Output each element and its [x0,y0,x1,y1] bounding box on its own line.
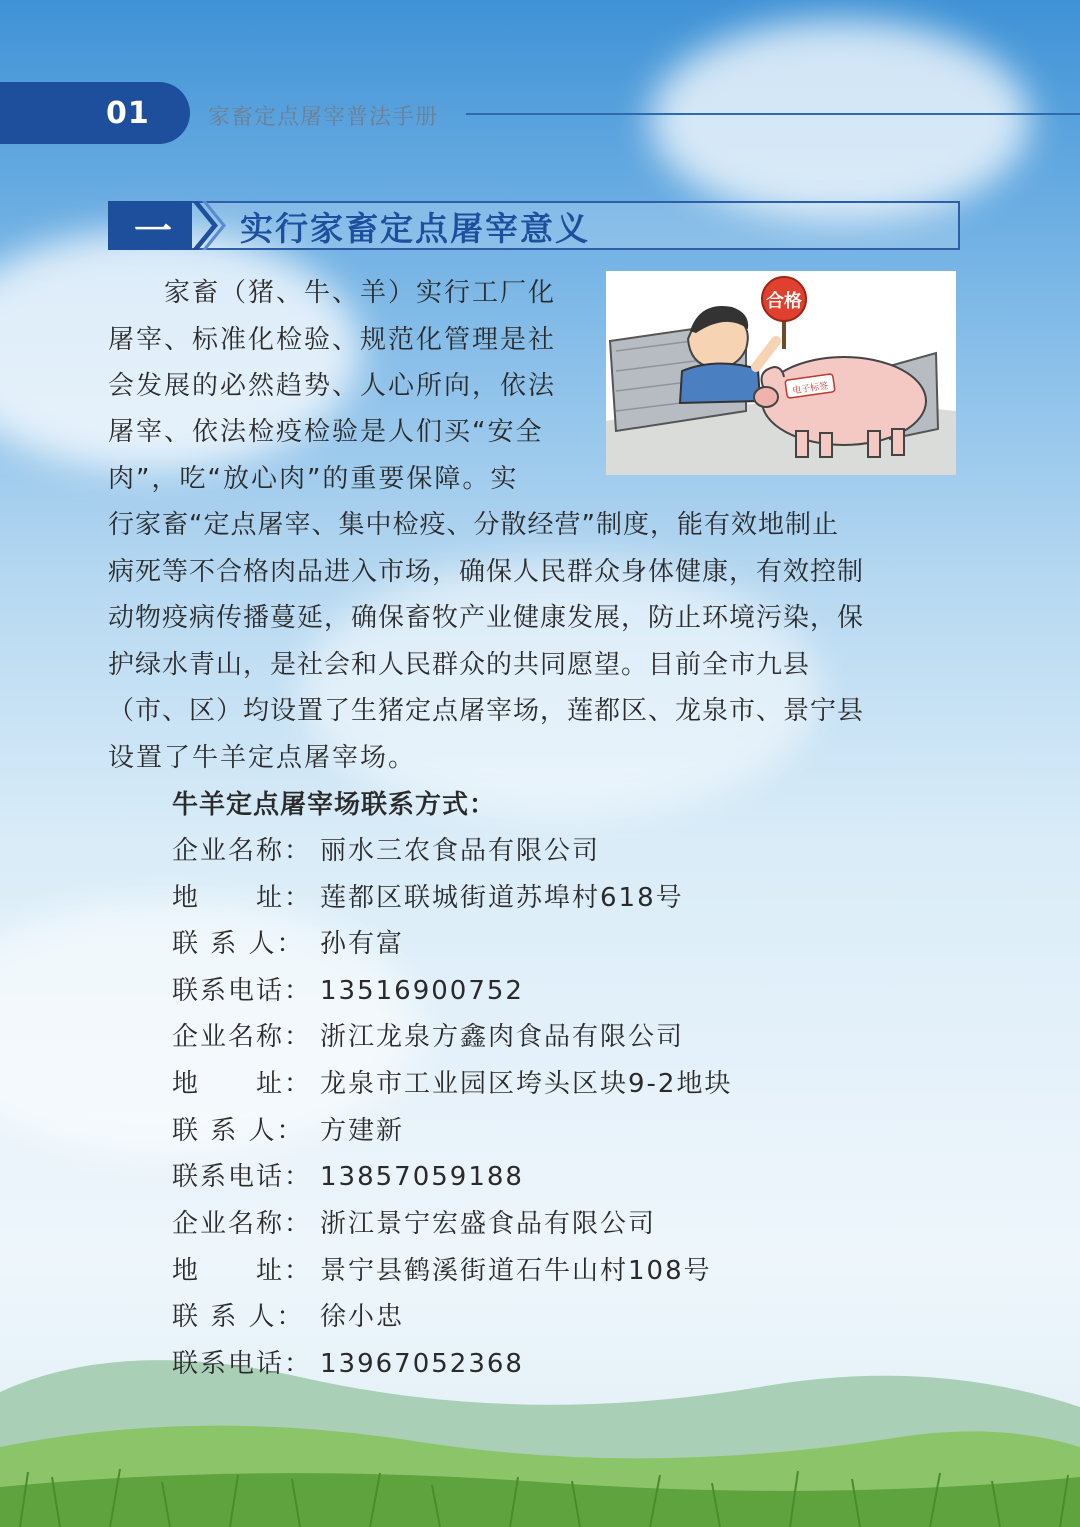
contact-person [172,1110,404,1147]
section-number: 一 [134,209,173,253]
contact-label: 联 系 人： [172,1116,305,1146]
paragraph-line: 肉”，吃“放心肉”的重要保障。实 [108,464,519,494]
contacts-heading: 牛羊定点屠宰场联系方式： [172,790,497,820]
contact-label: 联系电话： [172,976,313,1006]
company-address: 龙泉市工业园区垮头区块9-2地块 [320,1069,733,1099]
contact-address [172,877,684,914]
contact-phone [172,1156,524,1193]
sign-text: 合格 [766,291,802,312]
company-address: 莲都区联城街道苏埠村618号 [320,883,684,913]
contact-label: 联 系 人： [172,929,305,959]
phone-number: 13516900752 [320,976,524,1006]
stamp-text: 电子标签 [791,381,829,397]
company-name: 丽水三农食品有限公司 [320,836,601,866]
contact-person-name: 方建新 [320,1116,405,1146]
contact-label: 联系电话： [172,1349,313,1379]
contact-company [172,1203,656,1240]
contact-address [172,1063,732,1100]
contact-label: 企业名称： [172,1022,313,1052]
paragraph-line: 护绿水青山，是社会和人民群众的共同愿望。目前全市九县 [108,650,811,680]
paragraph-line: 设置了牛羊定点屠宰场。 [108,743,417,773]
company-name: 浙江景宁宏盛食品有限公司 [320,1209,657,1239]
contact-company [172,1016,684,1053]
chevron-right-icon [190,201,226,250]
paragraph-line: 屠宰、标准化检验、规范化管理是社 [108,325,557,355]
paragraph-line: 屠宰、依法检疫检验是人们买“安全 [108,417,544,447]
contact-address [172,1250,712,1287]
contact-label: 企业名称： [172,836,313,866]
contact-label: 地 址： [172,883,313,913]
contact-phone [172,970,524,1007]
paragraph-line: 动物疫病传播蔓延，确保畜牧产业健康发展，防止环境污染，保 [108,603,865,633]
page-number: 01 [106,96,150,131]
company-address: 景宁县鹤溪街道石牛山村108号 [320,1256,712,1286]
paragraph-line: 行家畜“定点屠宰、集中检疫、分散经营”制度，能有效地制止 [108,510,839,540]
company-name: 浙江龙泉方鑫肉食品有限公司 [320,1022,685,1052]
contact-label: 联系电话： [172,1162,313,1192]
phone-number: 13857059188 [320,1162,524,1192]
running-title: 家畜定点屠宰普法手册 [208,105,439,130]
contact-person-name: 徐小忠 [320,1302,405,1332]
cloud-decoration [650,20,1030,220]
contact-person-name: 孙有富 [320,929,405,959]
contact-phone [172,1343,524,1380]
paragraph-line: 家畜（猪、牛、羊）实行工厂化 [108,278,557,308]
pig-inspection-illustration [606,271,956,475]
page-number-tab [0,82,190,144]
paragraph-line: （市、区）均设置了生猪定点屠宰场，莲都区、龙泉市、景宁县 [108,696,865,726]
contact-person [172,923,404,960]
contact-label: 联 系 人： [172,1302,305,1332]
header-divider [466,113,1080,115]
contact-person [172,1296,404,1333]
contact-label: 企业名称： [172,1209,313,1239]
contact-label: 地 址： [172,1256,313,1286]
paragraph-line: 病死等不合格肉品进入市场，确保人民群众身体健康，有效控制 [108,557,865,587]
phone-number: 13967052368 [320,1349,524,1379]
grass-hills-background [0,1297,1080,1527]
contact-label: 地 址： [172,1069,313,1099]
paragraph-line: 会发展的必然趋势、人心所向，依法 [108,371,557,401]
contact-company [172,830,600,867]
section-title: 实行家畜定点屠宰意义 [240,209,590,248]
